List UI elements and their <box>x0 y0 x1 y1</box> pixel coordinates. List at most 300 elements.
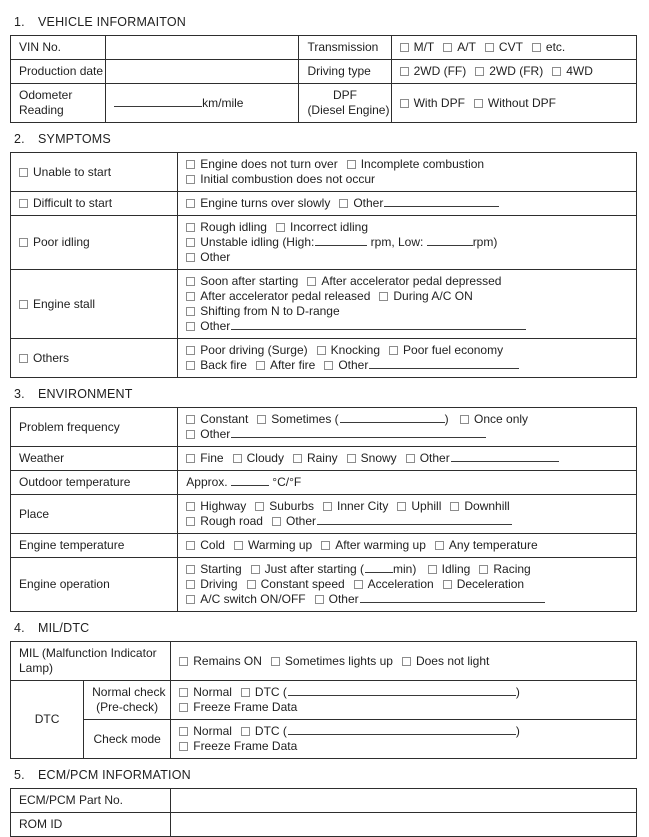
weather-options <box>178 447 637 471</box>
checkbox[interactable] <box>19 168 28 177</box>
checkbox[interactable] <box>186 415 195 424</box>
text-label: Lamp) <box>19 661 54 675</box>
vin-no-value[interactable] <box>106 36 299 60</box>
checkbox[interactable] <box>241 727 250 736</box>
checkbox[interactable] <box>475 67 484 76</box>
text-label: ) <box>515 724 520 738</box>
form-line <box>19 88 97 103</box>
checkbox[interactable] <box>186 361 195 370</box>
checkbox-label: Engine turns over slowly <box>200 196 331 210</box>
table-row <box>11 495 637 534</box>
blank-field[interactable] <box>340 412 445 423</box>
form-line <box>186 592 628 607</box>
table-row <box>11 789 637 813</box>
checkbox-label: After accelerator pedal depressed <box>321 274 502 288</box>
checkbox[interactable] <box>315 595 324 604</box>
environment-table <box>10 407 639 612</box>
mil-dtc-table <box>10 641 639 759</box>
weather-label <box>11 447 178 471</box>
ecm-pcm-part-no-label <box>11 789 171 813</box>
checkbox-label: Freeze Frame Data <box>193 700 298 714</box>
text-label: ) <box>444 412 452 426</box>
checkbox[interactable] <box>354 580 363 589</box>
checkbox-label: 2WD (FR) <box>489 64 544 78</box>
blank-field[interactable] <box>365 562 393 573</box>
checkbox[interactable] <box>276 223 285 232</box>
form-line <box>186 172 628 187</box>
blank-field[interactable] <box>231 475 269 486</box>
vin-no-label <box>11 36 106 60</box>
form-line <box>19 40 97 55</box>
checkbox[interactable] <box>347 160 356 169</box>
section-title-text: ENVIRONMENT <box>38 387 133 401</box>
text-label: Production date <box>19 64 104 78</box>
blank-field[interactable] <box>427 235 473 246</box>
checkbox-label: Unable to start <box>33 164 112 179</box>
odometer-reading-label <box>11 84 106 123</box>
text-label: Normal check <box>92 685 166 699</box>
form-line <box>186 358 628 373</box>
section-title-text: ECM/PCM INFORMATION <box>38 768 191 782</box>
rom-id-label <box>11 813 171 837</box>
checkbox-label: Snowy <box>360 451 397 465</box>
checkbox-label: DTC ( <box>254 724 287 738</box>
blank-field[interactable] <box>384 196 499 207</box>
checkbox-label: Other <box>200 319 231 333</box>
checkbox[interactable] <box>460 415 469 424</box>
checkbox[interactable] <box>389 346 398 355</box>
checkbox[interactable] <box>256 361 265 370</box>
checkbox-label: Downhill <box>464 499 510 513</box>
checkbox[interactable] <box>186 580 195 589</box>
form-line <box>186 562 628 577</box>
unable-to-start-options <box>178 153 637 192</box>
checkbox-label: Warming up <box>247 538 313 552</box>
form-line <box>186 577 628 592</box>
check-mode-options <box>171 720 637 759</box>
checkbox-label: Other <box>419 451 450 465</box>
section-vehicle-information <box>10 15 639 123</box>
form-line <box>186 343 628 358</box>
normal-check-options <box>171 681 637 720</box>
checkbox-label: Rainy <box>306 451 338 465</box>
checkbox[interactable] <box>552 67 561 76</box>
form-line <box>114 96 290 111</box>
checkbox[interactable] <box>443 580 452 589</box>
form-line <box>19 646 162 661</box>
text-label: Engine operation <box>19 577 110 591</box>
form-line <box>186 196 628 211</box>
blank-field[interactable] <box>231 319 526 330</box>
checkbox[interactable] <box>485 43 494 52</box>
checkbox[interactable] <box>186 541 195 550</box>
table-row <box>11 270 637 339</box>
checkbox-label: Unstable idling (High: <box>200 235 315 249</box>
form-line <box>186 157 628 172</box>
checkbox[interactable] <box>406 454 415 463</box>
checkbox-label: Other <box>200 427 231 441</box>
form-line <box>19 235 169 250</box>
checkbox[interactable] <box>402 657 411 666</box>
checkbox-label: Incomplete combustion <box>360 157 485 171</box>
engine-stall-options <box>178 270 637 339</box>
checkbox-label: Engine does not turn over <box>200 157 338 171</box>
form-line <box>186 304 628 319</box>
checkbox[interactable] <box>179 688 188 697</box>
form-line <box>186 250 628 265</box>
outdoor-temperature-label <box>11 471 178 495</box>
form-table <box>10 35 637 123</box>
table-row <box>11 36 637 60</box>
form-line <box>186 412 628 427</box>
form-line <box>19 817 162 832</box>
checkbox-label: Rough idling <box>200 220 267 234</box>
section-title <box>14 387 639 401</box>
form-table <box>10 641 637 759</box>
checkbox[interactable] <box>186 199 195 208</box>
checkbox[interactable] <box>186 160 195 169</box>
checkbox[interactable] <box>400 99 409 108</box>
section-number: 3. <box>14 387 25 401</box>
checkbox[interactable] <box>186 277 195 286</box>
form-line <box>186 451 628 466</box>
text-label: rpm) <box>472 235 498 249</box>
table-row <box>11 192 637 216</box>
engine-temperature-options <box>178 534 637 558</box>
checkbox-label: Remains ON <box>193 653 262 668</box>
checkbox-label: Knocking <box>330 343 381 357</box>
checkbox-label: Constant <box>200 412 249 426</box>
checkbox[interactable] <box>233 454 242 463</box>
checkbox[interactable] <box>186 565 195 574</box>
form-line <box>186 274 628 289</box>
form-table <box>10 788 637 837</box>
checkbox[interactable] <box>186 238 195 247</box>
checkbox-label: Soon after starting <box>200 274 299 288</box>
form-line <box>400 40 628 55</box>
table-row <box>11 813 637 837</box>
checkbox[interactable] <box>400 67 409 76</box>
checkbox[interactable] <box>532 43 541 52</box>
form-line <box>19 507 169 522</box>
form-line <box>186 427 628 442</box>
text-label: Engine temperature <box>19 538 125 552</box>
blank-field[interactable] <box>360 592 545 603</box>
text-label: Transmission <box>307 40 379 54</box>
text-label: DTC <box>34 712 60 726</box>
checkbox[interactable] <box>397 502 406 511</box>
checkbox[interactable] <box>186 454 195 463</box>
text-label: Check mode <box>93 731 161 746</box>
checkbox[interactable] <box>186 346 195 355</box>
table-row <box>11 681 637 720</box>
text-label: Outdoor temperature <box>19 475 131 489</box>
checkbox[interactable] <box>255 502 264 511</box>
checkbox[interactable] <box>241 688 250 697</box>
checkbox[interactable] <box>234 541 243 550</box>
checkbox-label: Does not light <box>415 653 490 668</box>
form-line <box>179 654 628 669</box>
form-line <box>92 732 162 747</box>
dtc-label <box>11 681 84 759</box>
checkbox[interactable] <box>186 595 195 604</box>
form-line <box>307 40 382 55</box>
checkbox[interactable] <box>186 430 195 439</box>
checkbox-label: A/C switch ON/OFF <box>200 592 306 606</box>
checkbox[interactable] <box>179 703 188 712</box>
checkbox[interactable] <box>479 565 488 574</box>
checkbox[interactable] <box>307 277 316 286</box>
checkbox-label: Deceleration <box>456 577 525 591</box>
ecm-pcm-information-table <box>10 788 639 837</box>
checkbox[interactable] <box>19 300 28 309</box>
checkbox[interactable] <box>271 657 280 666</box>
form-line <box>179 700 628 715</box>
ecm-pcm-part-no-value[interactable] <box>171 789 637 813</box>
checkbox[interactable] <box>186 322 195 331</box>
checkbox[interactable] <box>186 253 195 262</box>
transmission-label <box>299 36 391 60</box>
checkbox[interactable] <box>323 502 332 511</box>
checkbox[interactable] <box>317 346 326 355</box>
checkbox[interactable] <box>321 541 330 550</box>
checkbox-label: Other <box>328 592 359 606</box>
checkbox-label: Racing <box>493 562 531 576</box>
text-label: min) <box>393 562 420 576</box>
form-line <box>307 64 382 79</box>
checkbox-label: Just after starting ( <box>264 562 364 576</box>
form-line <box>186 538 628 553</box>
checkbox-label: Uphill <box>411 499 442 513</box>
checkbox[interactable] <box>186 223 195 232</box>
checkbox[interactable] <box>435 541 444 550</box>
text-label: Reading <box>19 103 64 117</box>
form-line <box>19 420 169 435</box>
blank-field[interactable] <box>288 724 516 735</box>
checkbox-label: Initial combustion does not occur <box>200 172 376 186</box>
form-line <box>19 793 162 808</box>
production-date-label <box>11 60 106 84</box>
checkbox-label: Driving <box>200 577 238 591</box>
checkbox-label: Back fire <box>200 358 247 372</box>
checkbox[interactable] <box>179 657 188 666</box>
form-table <box>10 152 637 378</box>
section-number: 4. <box>14 621 25 635</box>
table-row <box>11 60 637 84</box>
form-line <box>19 351 169 366</box>
checkbox[interactable] <box>347 454 356 463</box>
form-line <box>19 196 169 211</box>
checkbox[interactable] <box>247 580 256 589</box>
others-symptom <box>11 339 178 378</box>
checkbox-label: M/T <box>413 40 435 54</box>
checkbox[interactable] <box>251 565 260 574</box>
checkbox[interactable] <box>19 354 28 363</box>
checkbox-label: Starting <box>200 562 242 576</box>
blank-field[interactable] <box>315 235 367 246</box>
text-label: (Diesel Engine) <box>307 103 390 117</box>
production-date-value[interactable] <box>106 60 299 84</box>
table-row <box>11 534 637 558</box>
form-line <box>400 96 628 111</box>
checkbox-label: Cloudy <box>246 451 284 465</box>
section-title-text: VEHICLE INFORMAITON <box>38 15 187 29</box>
checkbox[interactable] <box>474 99 483 108</box>
table-row <box>11 720 637 759</box>
blank-field[interactable] <box>369 358 519 369</box>
form-line <box>19 538 169 553</box>
checkbox[interactable] <box>293 454 302 463</box>
blank-field[interactable] <box>288 685 516 696</box>
form-line <box>186 289 628 304</box>
checkbox[interactable] <box>186 307 195 316</box>
checkbox-label: etc. <box>545 40 566 54</box>
section-title <box>14 768 639 782</box>
form-line <box>186 514 628 529</box>
checkbox-label: Cold <box>200 538 225 552</box>
place-label <box>11 495 178 534</box>
checkbox-label: Suburbs <box>269 499 314 513</box>
text-label: (Pre-check) <box>96 700 159 714</box>
table-row <box>11 447 637 471</box>
form-line <box>19 64 104 79</box>
form-line <box>19 577 169 592</box>
checkbox[interactable] <box>186 502 195 511</box>
section-environment <box>10 387 639 612</box>
checkbox-label: Incorrect idling <box>289 220 369 234</box>
checkbox[interactable] <box>179 742 188 751</box>
form-line <box>92 685 166 700</box>
table-row <box>11 558 637 612</box>
text-label: ROM ID <box>19 817 63 831</box>
checkbox-label: 2WD (FF) <box>413 64 467 78</box>
form-line <box>19 475 169 490</box>
checkbox-label: CVT <box>498 40 523 54</box>
checkbox-label: Acceleration <box>367 577 434 591</box>
checkbox-label: Others <box>33 350 70 365</box>
difficult-to-start-symptom <box>11 192 178 216</box>
checkbox-label: Fine <box>200 451 224 465</box>
engine-operation-options <box>178 558 637 612</box>
text-label: °C/°F <box>268 475 302 489</box>
unable-to-start-symptom <box>11 153 178 192</box>
form-line <box>19 165 169 180</box>
outdoor-temperature-value <box>178 471 637 495</box>
blank-field[interactable] <box>451 451 559 462</box>
checkbox[interactable] <box>272 517 281 526</box>
checkbox[interactable] <box>179 727 188 736</box>
text-label: Problem frequency <box>19 419 120 434</box>
text-label: VIN No. <box>19 40 62 54</box>
checkbox[interactable] <box>443 43 452 52</box>
form-line <box>307 103 390 118</box>
checkbox-label: 4WD <box>566 64 593 78</box>
dpf-label <box>299 84 391 123</box>
rom-id-value[interactable] <box>171 813 637 837</box>
text-label: ECM/PCM Part No. <box>19 793 124 807</box>
section-title <box>14 15 639 29</box>
checkbox-label: Other <box>200 250 231 264</box>
checkbox-label: Freeze Frame Data <box>193 739 298 753</box>
checkbox[interactable] <box>186 517 195 526</box>
form-line <box>186 235 628 250</box>
odometer-reading-value <box>106 84 299 123</box>
form-line <box>19 451 169 466</box>
section-number: 5. <box>14 768 25 782</box>
checkbox-label: Normal <box>193 685 232 699</box>
text-label: Weather <box>19 451 65 465</box>
checkbox[interactable] <box>257 415 266 424</box>
form-line <box>186 499 628 514</box>
text-label: Odometer <box>19 88 73 102</box>
checkbox-label: Other <box>285 514 316 528</box>
form-line <box>19 297 169 312</box>
checkbox[interactable] <box>339 199 348 208</box>
difficult-to-start-options <box>178 192 637 216</box>
checkbox[interactable] <box>186 175 195 184</box>
checkbox-label: After fire <box>269 358 316 372</box>
poor-idling-options <box>178 216 637 270</box>
vehicle-information-table <box>10 35 639 123</box>
checkbox[interactable] <box>19 238 28 247</box>
blank-field[interactable] <box>317 514 512 525</box>
checkbox-label: Idling <box>441 562 471 576</box>
checkbox-label: Constant speed <box>260 577 345 591</box>
section-symptoms <box>10 132 639 378</box>
section-number: 2. <box>14 132 25 146</box>
checkbox-label: A/T <box>457 40 476 54</box>
table-row <box>11 408 637 447</box>
text-label: km/mile <box>202 95 244 110</box>
checkbox-label: Poor fuel economy <box>403 343 504 357</box>
form-line <box>19 712 75 727</box>
symptoms-table <box>10 152 639 378</box>
check-mode-label <box>84 720 171 759</box>
form-line <box>186 319 628 334</box>
text-label: Place <box>19 506 50 521</box>
table-row <box>11 339 637 378</box>
checkbox-label: Sometimes ( <box>271 412 339 426</box>
section-title <box>14 621 639 635</box>
transmission-options <box>391 36 636 60</box>
blank-field[interactable] <box>114 96 202 107</box>
checkbox-label: Highway <box>200 499 247 513</box>
checkbox[interactable] <box>379 292 388 301</box>
checkbox-label: Inner City <box>337 499 389 513</box>
checkbox[interactable] <box>400 43 409 52</box>
form-line <box>19 103 97 118</box>
engine-temperature-label <box>11 534 178 558</box>
form-line <box>179 685 628 700</box>
checkbox[interactable] <box>186 292 195 301</box>
checkbox[interactable] <box>324 361 333 370</box>
driving-type-options <box>391 60 636 84</box>
table-row <box>11 642 637 681</box>
checkbox[interactable] <box>450 502 459 511</box>
section-title-text: MIL/DTC <box>38 621 90 635</box>
driving-type-label <box>299 60 391 84</box>
place-options <box>178 495 637 534</box>
checkbox-label: Sometimes lights up <box>284 653 393 668</box>
form-line <box>179 739 628 754</box>
mil-label <box>11 642 171 681</box>
checkbox[interactable] <box>19 199 28 208</box>
checkbox-label: Poor driving (Surge) <box>200 343 308 357</box>
table-row <box>11 216 637 270</box>
blank-field[interactable] <box>231 427 486 438</box>
checkbox-label: DTC ( <box>254 685 287 699</box>
checkbox[interactable] <box>428 565 437 574</box>
